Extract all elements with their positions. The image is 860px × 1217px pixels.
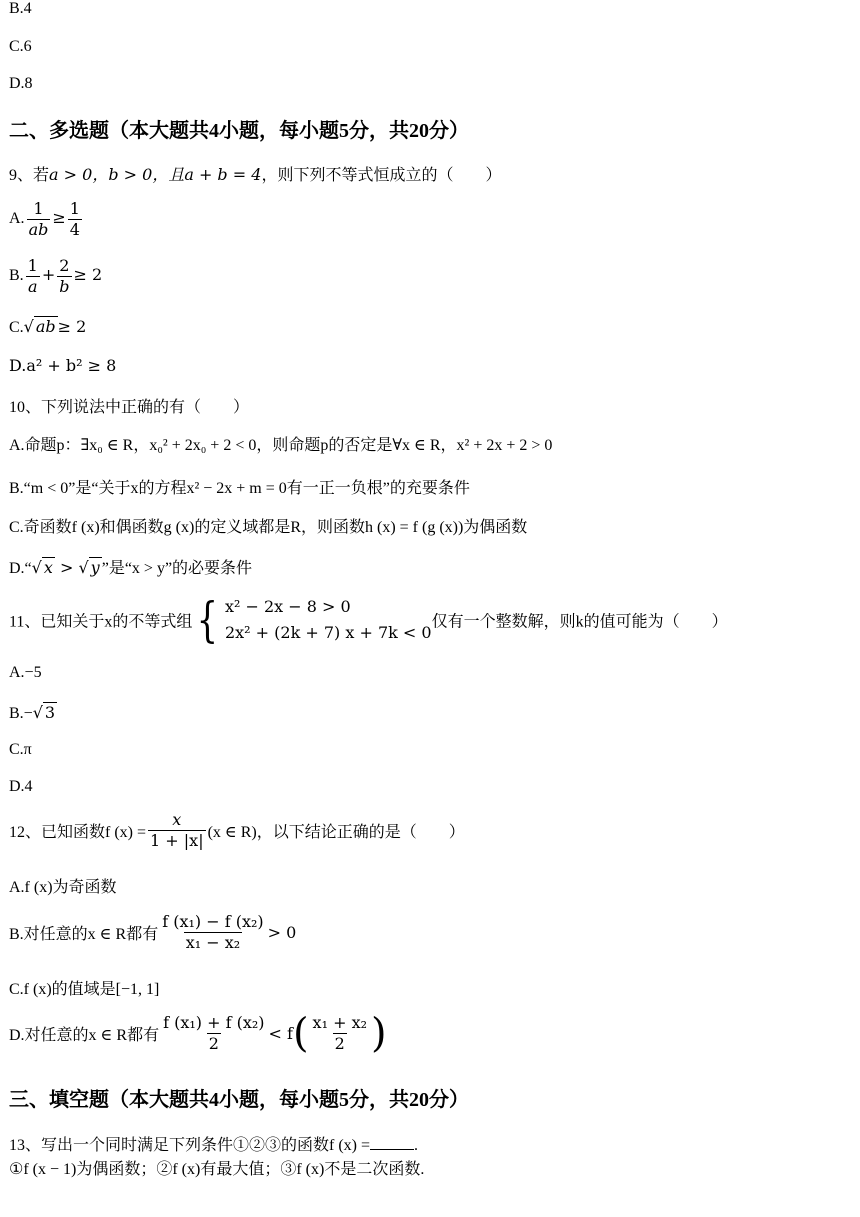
q11-option-d: D.4 bbox=[9, 778, 33, 795]
q11-b-prefix: B.− bbox=[9, 705, 33, 722]
q12-option-b bbox=[9, 912, 296, 953]
q9-option-c bbox=[9, 316, 86, 337]
q13-stem-suffix: . bbox=[414, 1137, 419, 1154]
q10-option-b: B.“m < 0”是“关于x的方程x² − 2x + m = 0有一正一负根”的充要条件 bbox=[9, 480, 470, 497]
left-paren-icon: ( bbox=[292, 1010, 309, 1057]
q9-a-fraction-2 bbox=[68, 199, 82, 240]
q12-option-d bbox=[9, 1010, 387, 1057]
q12-b-num: f (x₁) − f (x₂) bbox=[162, 912, 264, 931]
q11-stem-suffix: 仅有一个整数解，则k的值可能为（ ） bbox=[431, 613, 728, 631]
q9-a-num: 1 bbox=[33, 199, 44, 218]
q12-d-den2: 2 bbox=[334, 1034, 345, 1053]
q11-stem bbox=[9, 594, 728, 646]
q13-stem-prefix: 13、写出一个同时满足下列条件①②③的函数f (x) = bbox=[9, 1137, 371, 1154]
sqrt-sign-icon: √ bbox=[23, 317, 34, 336]
q8-option-b: B.4 bbox=[9, 0, 32, 17]
q9-b-den2: b bbox=[59, 277, 70, 296]
q9-b-num: 1 bbox=[27, 256, 38, 275]
q8-option-c: C.6 bbox=[9, 38, 32, 55]
q12-d-fraction-2 bbox=[311, 1013, 369, 1054]
q11-option-a: A.−5 bbox=[9, 664, 42, 681]
q12-stem-fraction bbox=[148, 810, 206, 851]
q12-option-a: A.f (x)为奇函数 bbox=[9, 879, 117, 896]
q9-stem-prefix: 9、若 bbox=[9, 167, 50, 184]
q13-conditions: ①f (x − 1)为偶函数；②f (x)有最大值；③f (x)不是二次函数. bbox=[9, 1161, 425, 1178]
sqrt-sign-icon: √ bbox=[78, 558, 89, 577]
q11-b-radicand: 3 bbox=[44, 703, 56, 722]
q10-d-mid: > bbox=[54, 558, 79, 577]
q9-b-fraction-2 bbox=[57, 256, 71, 297]
q9-a-prefix: A. bbox=[9, 210, 25, 228]
q10-d-radicand-y: y bbox=[90, 558, 100, 577]
q10-stem: 10、下列说法中正确的有（ ） bbox=[9, 399, 250, 416]
q12-stem-den: 1 + |x| bbox=[150, 831, 204, 850]
q9-b-rel: ≥ 2 bbox=[73, 265, 103, 285]
q9-option-d: D.a² + b² ≥ 8 bbox=[9, 356, 117, 375]
q13-stem bbox=[9, 1132, 418, 1155]
q9-option-a bbox=[9, 199, 84, 240]
q12-d-num2: x₁ + x₂ bbox=[312, 1013, 367, 1032]
q12-d-fraction bbox=[161, 1013, 266, 1054]
q11-row-1: x² − 2x − 8 > 0 bbox=[224, 597, 351, 616]
q9-stem-suffix: ，则下列不等式恒成立的（ ） bbox=[261, 167, 502, 184]
q9-c-radicand: ab bbox=[35, 317, 56, 336]
q9-b-num2: 2 bbox=[59, 256, 70, 275]
q12-b-prefix: B.对任意的x ∈ R都有 bbox=[9, 926, 159, 943]
q12-b-suffix: > 0 bbox=[267, 923, 297, 942]
q9-a-rel: ≥ bbox=[52, 208, 66, 228]
q11-stem-prefix: 11、已知关于x的不等式组 bbox=[9, 613, 193, 631]
q12-stem-suffix: (x ∈ R)，以下结论正确的是（ ） bbox=[207, 824, 465, 841]
answer-blank[interactable] bbox=[370, 1135, 414, 1150]
q10-option-c: C.奇函数f (x)和偶函数g (x)的定义域都是R，则函数h (x) = f (g (x))为偶函数 bbox=[9, 519, 528, 536]
q10-d-radicand-x: x bbox=[43, 558, 53, 577]
left-brace-icon: { bbox=[197, 592, 219, 648]
q12-stem bbox=[9, 810, 465, 851]
q9-b-prefix: B. bbox=[9, 267, 24, 285]
q11-row-2: 2x² + (2k + 7) x + 7k < 0 bbox=[224, 623, 432, 642]
q12-stem-num: x bbox=[172, 810, 182, 829]
q12-b-fraction bbox=[160, 912, 265, 953]
q9-a-num2: 1 bbox=[69, 199, 80, 218]
q11-inequality-system bbox=[192, 594, 431, 646]
q11-option-b bbox=[9, 702, 57, 723]
q9-b-plus: + bbox=[41, 265, 56, 285]
section-3-title: 三、填空题（本大题共4小题，每小题5分，共20分） bbox=[9, 1089, 469, 1111]
q12-d-den: 2 bbox=[208, 1034, 219, 1053]
q10-d-suffix: ”是“x > y”的必要条件 bbox=[101, 560, 253, 577]
q10-option-d bbox=[9, 555, 252, 578]
q9-a-den2: 4 bbox=[69, 220, 80, 239]
q10-d-prefix: D.“ bbox=[9, 560, 32, 577]
q10-option-a: A.命题p：∃x₀ ∈ R，x₀² + 2x₀ + 2 < 0，则命题p的否定是∀x ∈ R，x² + 2x + 2 > 0 bbox=[9, 437, 553, 454]
q9-c-rel: ≥ 2 bbox=[57, 317, 87, 336]
q12-b-den: x₁ − x₂ bbox=[185, 933, 241, 952]
q12-option-c: C.f (x)的值域是[−1, 1] bbox=[9, 981, 160, 998]
right-paren-icon: ) bbox=[371, 1010, 387, 1057]
q12-d-mid: < f bbox=[268, 1024, 293, 1043]
sqrt-sign-icon: √ bbox=[32, 703, 43, 722]
q9-c-prefix: C. bbox=[9, 319, 24, 336]
sqrt-sign-icon: √ bbox=[31, 558, 42, 577]
q9-stem bbox=[9, 162, 501, 185]
q9-b-fraction bbox=[26, 256, 40, 297]
q9-stem-math: a > 0，b > 0，且a + b = 4 bbox=[49, 165, 262, 184]
q12-stem-prefix: 12、已知函数f (x) = bbox=[9, 824, 147, 841]
q9-a-fraction bbox=[27, 199, 51, 240]
q12-d-prefix: D.对任意的x ∈ R都有 bbox=[9, 1027, 160, 1044]
q11-option-c: C.π bbox=[9, 741, 32, 758]
q9-b-den: a bbox=[27, 277, 38, 296]
q9-option-b bbox=[9, 256, 102, 297]
q12-d-num: f (x₁) + f (x₂) bbox=[163, 1013, 265, 1032]
section-2-title: 二、多选题（本大题共4小题，每小题5分，共20分） bbox=[9, 120, 469, 142]
q8-option-d: D.8 bbox=[9, 75, 33, 92]
q9-a-den: ab bbox=[28, 220, 49, 239]
